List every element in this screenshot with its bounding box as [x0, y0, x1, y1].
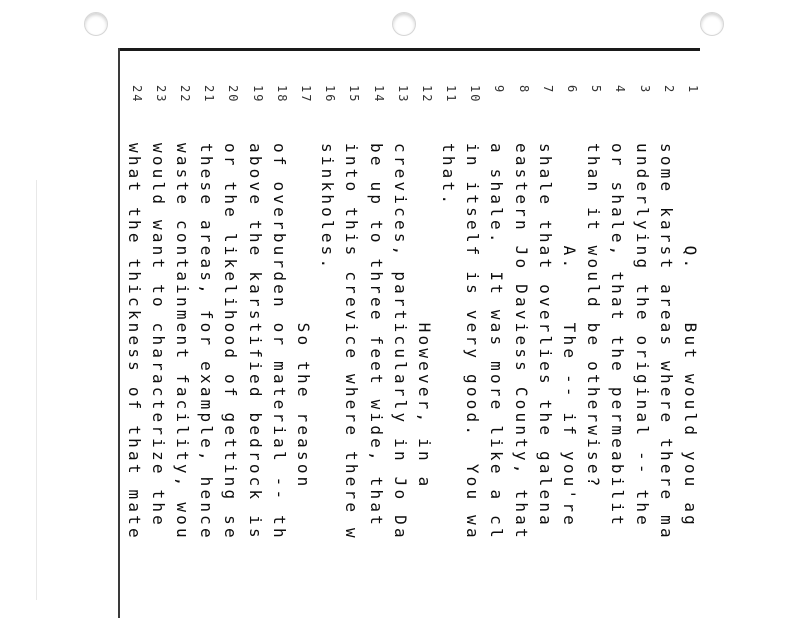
transcript-line: [361, 85, 385, 618]
line-number: 21: [202, 85, 217, 104]
line-number: 6: [565, 85, 580, 95]
line-text: some karst areas where there ma: [656, 143, 676, 541]
line-number: 7: [540, 85, 555, 95]
transcript-line: [168, 85, 192, 618]
transcript-line: [144, 85, 168, 618]
line-text: However, in a: [414, 143, 434, 490]
line-text: into this crevice where there w: [342, 143, 362, 541]
line-number: 12: [419, 85, 434, 104]
line-text: So the reason: [294, 143, 313, 490]
line-number: 16: [323, 85, 338, 104]
line-number: 4: [613, 85, 628, 95]
line-number: 20: [226, 85, 241, 104]
line-text: waste containment facility, wou: [173, 143, 193, 541]
line-number: 15: [347, 85, 362, 104]
line-text: Q. But would you ag: [681, 143, 700, 528]
line-text: A. The -- if you're: [560, 143, 580, 528]
transcript-line: [627, 85, 651, 618]
line-text: eastern Jo Daviess County, that: [511, 143, 531, 541]
line-number: 19: [250, 85, 265, 104]
line-number: 5: [589, 85, 604, 95]
line-number: 3: [637, 85, 652, 95]
transcript-line: [676, 85, 700, 618]
line-text: shale that overlies the galena: [535, 143, 555, 528]
transcript-line: [434, 85, 458, 618]
line-text: be up to three feet wide, that: [366, 143, 386, 528]
line-text: what the thickness of that mate: [124, 143, 144, 541]
transcript-line: [386, 85, 410, 618]
line-text: crevices, particularly in Jo Da: [390, 143, 410, 541]
line-number: 14: [371, 85, 386, 104]
line-text: underlying the original -- the: [632, 143, 652, 528]
line-number: 17: [299, 85, 313, 104]
line-number: 11: [444, 85, 459, 104]
line-number: 2: [661, 85, 676, 95]
transcript-line: [507, 85, 531, 618]
page-top-edge: [118, 48, 700, 51]
line-number: 1: [686, 85, 700, 95]
line-text: would want to characterize the: [148, 143, 168, 528]
line-text: these areas, for example, hence: [197, 143, 217, 541]
line-number: 18: [274, 85, 289, 104]
line-text: than it would be otherwise?: [584, 143, 604, 490]
transcript-line: [555, 85, 579, 618]
line-text: or shale, that the permeabilit: [608, 143, 628, 528]
transcript-line: [240, 85, 264, 618]
line-number: 13: [395, 85, 410, 104]
transcript-line: [482, 85, 506, 618]
transcript-line: [603, 85, 627, 618]
transcript-line: [410, 85, 434, 618]
binder-hole-center: [392, 12, 416, 36]
transcript-line: [265, 85, 289, 618]
line-text: that.: [439, 143, 459, 208]
line-text: above the karstified bedrock is: [245, 143, 265, 541]
binder-hole-right: [700, 12, 724, 36]
line-text: sinkholes.: [318, 143, 338, 272]
line-number: 8: [516, 85, 531, 95]
transcript-line: [216, 85, 240, 618]
line-text: a shale. It was more like a cl: [487, 143, 507, 541]
line-number: 9: [492, 85, 507, 95]
transcript-line: [337, 85, 361, 618]
line-number: 23: [153, 85, 168, 104]
transcript-line: [652, 85, 676, 618]
transcript-line: [531, 85, 555, 618]
transcript-page: [120, 85, 701, 618]
line-number: 24: [129, 85, 144, 104]
line-number: 22: [178, 85, 193, 104]
transcript-line: [120, 85, 144, 618]
line-text: in itself is very good. You wa: [463, 143, 483, 541]
line-number: 10: [468, 85, 483, 104]
transcript-line: [192, 85, 216, 618]
transcript-line: [579, 85, 603, 618]
line-text: or the likelihood of getting se: [221, 143, 241, 541]
scan-artifact-line: [36, 180, 37, 600]
transcript-line: [313, 85, 337, 618]
transcript-line: [458, 85, 482, 618]
binder-hole-left: [84, 12, 108, 36]
transcript-line: [289, 85, 313, 618]
line-text: of overburden or material -- th: [269, 143, 289, 541]
